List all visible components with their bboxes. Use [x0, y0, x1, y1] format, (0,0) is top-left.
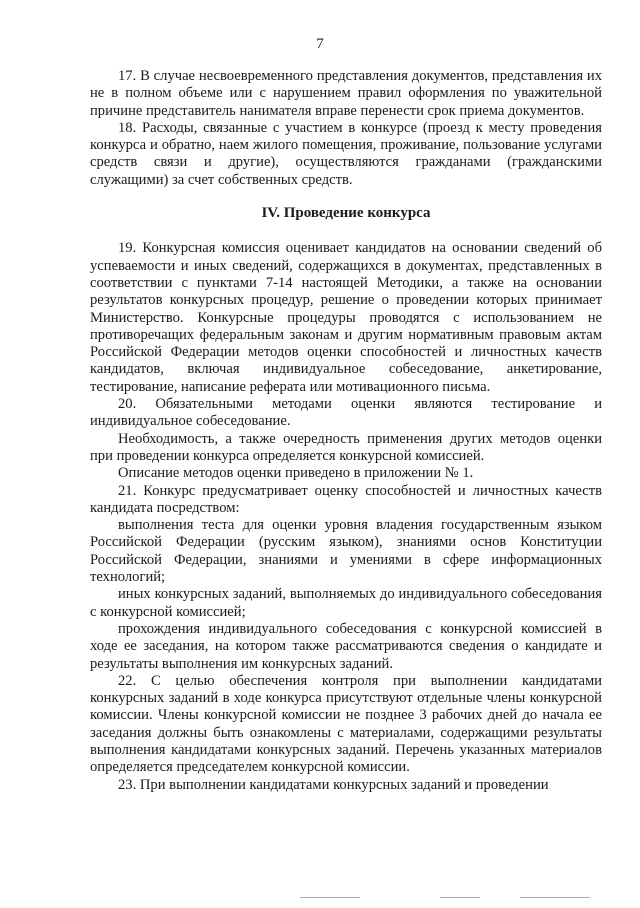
paragraph-22: 22. С целью обеспечения контроля при выполнении кандидатами конкурсных заданий в ходе конкурса присутствуют отдельные члены конкурсной комиссии. Члены конкурсной комиссии не позднее 3 рабочих дней до начала ее заседания должны быть ознакомлены с материалами, содержащими результаты выполнения кандидатами конкурсных заданий. Перечень указанных материалов определяется председателем конкурсной комиссии.	[90, 672, 602, 776]
paragraph-17: 17. В случае несвоевременного представления документов, представления их не в полном объеме или с нарушением правил оформления по уважительной причине представитель нанимателя вправе перенести срок приема документов.	[90, 68, 602, 119]
paragraph-21: 21. Конкурс предусматривает оценку способностей и личностных качеств кандидата посредством:	[90, 482, 602, 516]
scan-artifact-line	[440, 897, 480, 898]
paragraph-19: 19. Конкурсная комиссия оценивает кандидатов на основании сведений об успеваемости и иных сведений, содержащихся в документах, представленных в соответствии с пунктами 7-14 настоящей Методики, а также на основании результатов конкурсных процедур, решение о проведении которых принимает Министерство. Конкурсные процедуры проводятся с использованием не противоречащих федеральным законам и другим нормативным правовым актам Российской Федерации методов оценки способностей и личностных качеств кандидатов, включая индивидуальное собеседование, анкетирование, тестирование, написание реферата или мотивационного письма.	[90, 240, 602, 395]
paragraph-21-tasks: иных конкурсных заданий, выполняемых до индивидуального собеседования с конкурсной комиссией;	[90, 586, 602, 620]
paragraph-20-description: Описание методов оценки приведено в приложении № 1.	[118, 465, 474, 482]
paragraph-21-interview: прохождения индивидуального собеседования с конкурсной комиссией в ходе ее заседания, на котором также рассматриваются сведения о кандидате и результаты выполнения им конкурсных заданий.	[90, 620, 602, 672]
scan-artifact-line	[300, 897, 360, 898]
paragraph-20: 20. Обязательными методами оценки являются тестирование и индивидуальное собеседование.	[90, 396, 602, 430]
paragraph-20-necessity: Необходимость, а также очередность применения других методов оценки при проведении конкурса определяется конкурсной комиссией.	[90, 430, 602, 464]
paragraph-18: 18. Расходы, связанные с участием в конкурсе (проезд к месту проведения конкурса и обратно, наем жилого помещения, проживание, пользование услугами средств связи и другие), осуществляются гражданами (гражданскими служащими) за счет собственных средств.	[90, 119, 602, 188]
paragraph-21-test: выполнения теста для оценки уровня владения государственным языком Российской Федерации (русским языком), знаниями основ Конституции Российской Федерации, знаниями и умениями в сфере информационных технологий;	[90, 517, 602, 586]
paragraph-23: 23. При выполнении кандидатами конкурсных заданий и проведении	[118, 776, 549, 793]
section-heading: IV. Проведение конкурса	[261, 205, 431, 222]
scan-artifact-line	[520, 897, 590, 898]
document-body	[90, 68, 602, 794]
page-number: 7	[316, 36, 324, 52]
